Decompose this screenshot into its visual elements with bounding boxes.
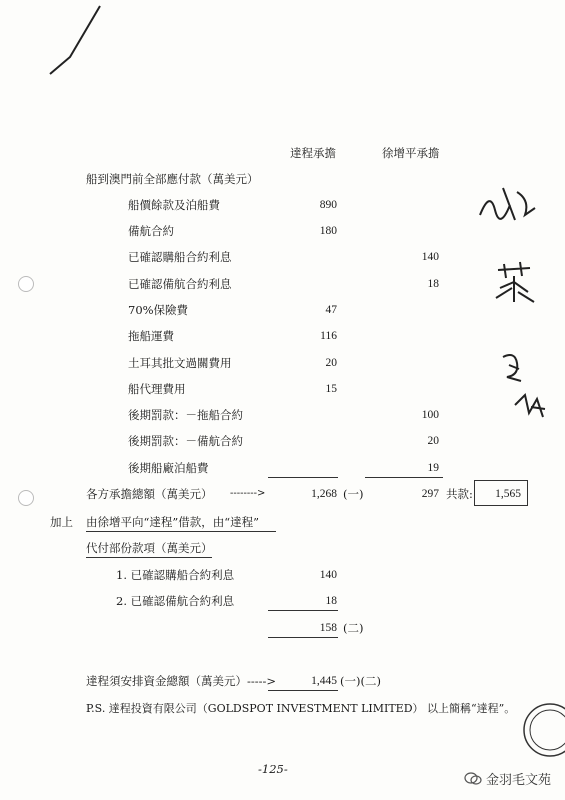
total-goldspot: 1,268: [311, 488, 337, 500]
subtotal-bottom-rule: [268, 637, 338, 638]
totals-arrow: -------->: [230, 488, 266, 499]
item-label: 備航合約: [128, 224, 174, 238]
item-label: 後期罰款：－拖船合約: [128, 408, 243, 422]
watermark: [464, 769, 551, 788]
item-label: 70%保險費: [128, 303, 189, 317]
combined-total: 1,565: [495, 488, 521, 500]
item-value-xu: 18: [427, 278, 439, 290]
item-label: 後期罰款：－備航合約: [128, 434, 243, 448]
handwritten-signature-1: [475, 180, 545, 230]
grand-total-rule: [268, 690, 338, 691]
ps-note: P.S. 達程投資有限公司（GOLDSPOT INVESTMENT LIMITED） 以上簡稱“達程”。: [86, 702, 516, 715]
handwritten-signature-3: [495, 345, 555, 430]
addition-subtotal: 158: [319, 622, 337, 634]
item-value-xu: 19: [427, 462, 439, 474]
addition-item-label: 1. 已確認購船合約利息: [116, 568, 235, 582]
handwritten-signature-2: [490, 258, 540, 308]
watermark-text: 金羽毛文苑: [485, 773, 551, 788]
total-rule-goldspot: [268, 477, 338, 478]
addition-item-value: 18: [325, 595, 337, 607]
subtotal-tag-two: (二): [343, 621, 364, 635]
addition-line-1: 由徐增平向“達程”借款，由“達程”: [86, 515, 260, 529]
item-value-goldspot: 180: [319, 225, 337, 237]
page-number: -125-: [258, 762, 288, 776]
addition-item-label: 2. 已確認備航合約利息: [116, 594, 235, 608]
item-value-xu: 100: [421, 409, 439, 421]
company-seal-stamp: [508, 700, 565, 760]
total-rule-xu: [365, 477, 443, 478]
addition-underline-1: [86, 531, 276, 532]
section-title: 船到澳門前全部應付款（萬美元）: [86, 172, 259, 186]
item-label: 拖船運費: [128, 329, 174, 343]
item-value-xu: 140: [421, 251, 439, 263]
item-value-goldspot: 116: [320, 330, 337, 342]
addition-item-value: 140: [319, 569, 337, 581]
chat-bubble-icon: [464, 772, 482, 786]
item-label: 已確認購船合約利息: [128, 250, 232, 264]
addition-underline-2: [86, 557, 212, 558]
grand-total-value: 1,445: [311, 675, 337, 687]
totals-label: 各方承擔總額（萬美元）: [86, 487, 213, 501]
item-value-goldspot: 47: [325, 304, 337, 316]
item-value-goldspot: 20: [325, 357, 337, 369]
subtotal-rule: [268, 610, 338, 611]
item-value-goldspot: 15: [325, 383, 337, 395]
total-tag-one: (一): [343, 487, 364, 501]
item-label: 已確認備航合約利息: [128, 277, 232, 291]
punch-hole-bottom: [18, 490, 34, 506]
total-xu: 297: [421, 488, 439, 500]
column-header-xu: 徐增平承擔: [382, 146, 440, 160]
column-header-goldspot: 達程承擔: [290, 146, 336, 160]
pen-stroke-mark: [30, 2, 110, 82]
item-label: 船代理費用: [128, 382, 186, 396]
item-value-xu: 20: [427, 435, 439, 447]
grand-total-tag: (一)(二): [340, 674, 381, 688]
item-label: 後期船廠泊船費: [128, 461, 209, 475]
grand-total-label: 達程須安排資金總額（萬美元）----->: [86, 674, 277, 688]
addition-line-2: 代付部份款項（萬美元）: [86, 541, 213, 555]
combined-label: 共款:: [446, 487, 473, 501]
punch-hole-top: [18, 276, 34, 292]
item-value-goldspot: 890: [319, 199, 337, 211]
addition-prefix: 加上: [50, 515, 73, 529]
item-label: 土耳其批文過關費用: [128, 356, 232, 370]
item-label: 船價餘款及泊船費: [128, 198, 220, 212]
